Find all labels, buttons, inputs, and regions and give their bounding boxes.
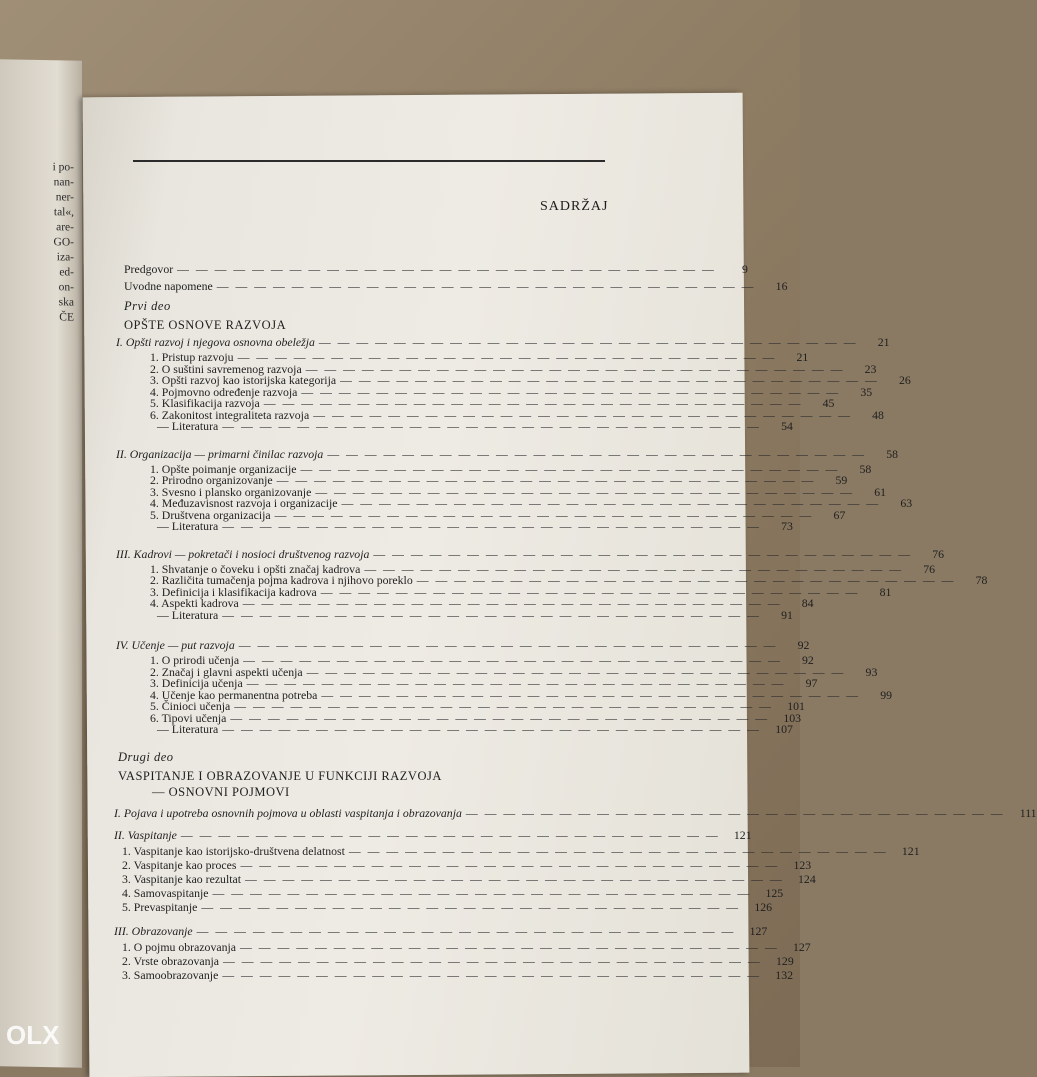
leader-dashes: — — — — — — — — — — — — — — — — — — — — — — — — — — — — — — [238, 638, 778, 652]
toc-page-number: 61 — [874, 484, 886, 499]
toc-page-number: 58 — [859, 461, 872, 476]
leader-dashes: — — — — — — — — — — — — — — — — — — — — — — — — — — — — — — [246, 676, 786, 690]
leader-dashes: — — — — — — — — — — — — — — — — — — — — — — — — — — — — — — [416, 573, 956, 587]
toc-page-number: 78 — [975, 573, 988, 587]
toc-entry-label: 5. Klasifikacija razvoja — [150, 396, 260, 410]
toc-page-number: 101 — [787, 699, 805, 713]
page-title: SADRŽAJ — [540, 199, 609, 214]
leader-dashes: — — — — — — — — — — — — — — — — — — — — — — — — — — — — — — [180, 828, 720, 842]
section-entry — [157, 519, 793, 533]
chapter-entry — [114, 806, 1037, 820]
toc-page-number: 121 — [733, 828, 752, 842]
toc-page-number: 124 — [798, 872, 816, 886]
toc-page-number: 81 — [879, 584, 892, 599]
leader-dashes: — — — — — — — — — — — — — — — — — — — — — — — — — — — — — — [364, 561, 903, 576]
leader-dashes: — — — — — — — — — — — — — — — — — — — — — — — — — — — — — — [222, 968, 761, 982]
toc-page-number: 125 — [765, 886, 784, 900]
leader-dashes: — — — — — — — — — — — — — — — — — — — — — — — — — — — — — — [222, 607, 761, 622]
toc-page-number: 123 — [793, 858, 812, 872]
toc-page-number: 35 — [860, 384, 873, 399]
toc-page-number: 91 — [781, 607, 793, 622]
toc-page-number: 132 — [775, 968, 793, 982]
toc-entry-label: 2. Prirodno organizovanje — [150, 473, 273, 487]
leader-dashes: — — — — — — — — — — — — — — — — — — — — — — — — — — — — — — [276, 473, 816, 487]
section-entry — [122, 844, 920, 858]
toc-page-number: 84 — [801, 596, 814, 610]
toc-page-number: 103 — [783, 710, 802, 725]
toc-page-number: 45 — [822, 396, 835, 410]
toc-page-number: 48 — [872, 407, 884, 422]
toc-entry-label: 5. Činioci učenja — [150, 699, 231, 713]
leader-dashes: — — — — — — — — — — — — — — — — — — — — — — — — — — — — — — [341, 496, 881, 510]
leader-dashes: — — — — — — — — — — — — — — — — — — — — — — — — — — — — — — [234, 699, 773, 713]
leader-dashes: — — — — — — — — — — — — — — — — — — — — — — — — — — — — — — [240, 940, 779, 954]
leader-dashes: — — — — — — — — — — — — — — — — — — — — — — — — — — — — — — [222, 519, 761, 533]
leader-dashes: — — — — — — — — — — — — — — — — — — — — — — — — — — — — — — [237, 350, 777, 364]
toc-entry-label: I. Pojava i upotreba osnovnih pojmova u oblasti vaspitanja i obrazovanja — [114, 806, 462, 820]
section-entry — [122, 858, 812, 872]
part-label: Drugi deo — [118, 750, 174, 764]
toc-entry-label: 1. Vaspitanje kao istorijsko-društvena delatnost — [122, 844, 345, 858]
toc-entry-label: 1. Opšte poimanje organizacije — [150, 461, 297, 476]
toc-entry-label: — Literatura — [157, 519, 219, 533]
toc-page-number: 58 — [886, 446, 898, 461]
section-entry — [122, 940, 811, 954]
toc-entry-label: 3. Definicija učenja — [150, 676, 243, 690]
part-label: Prvi deo — [124, 299, 171, 313]
left-page-text: i po- nan- ner- tal«, are- GO- iza- ed- on- ska ČE — [52, 161, 74, 324]
toc-page-number: 126 — [754, 900, 773, 914]
leader-dashes: — — — — — — — — — — — — — — — — — — — — — — — — — — — — — — [318, 335, 858, 349]
leader-dashes: — — — — — — — — — — — — — — — — — — — — — — — — — — — — — — [243, 653, 782, 667]
toc-entry-label: 4. Međuzavisnost razvoja i organizacije — [150, 496, 338, 510]
part-heading-continued: — OSNOVNI POJMOVI — [152, 785, 290, 799]
section-entry — [157, 722, 793, 736]
toc-page-number: 127 — [793, 940, 811, 954]
leader-dashes: — — — — — — — — — — — — — — — — — — — — — — — — — — — — — — [242, 596, 782, 610]
left-page — [0, 59, 82, 1067]
toc-entry-label: 2. Različita tumačenja pojma kadrova i njihovo poreklo — [150, 573, 413, 587]
section-entry — [122, 900, 773, 914]
toc-page-number: 93 — [865, 664, 878, 679]
front-matter-entry — [124, 262, 748, 276]
chapter-entry — [116, 335, 890, 349]
toc-entry-label: 3. Vaspitanje kao rezultat — [122, 872, 242, 886]
toc-entry-label: 3. Definicija i klasifikacija kadrova — [150, 584, 317, 599]
toc-page-number: 99 — [880, 687, 893, 702]
toc-entry-label: II. Organizacija — primarni činilac razvoja — [116, 446, 324, 461]
toc-page-number: 76 — [932, 546, 945, 561]
toc-entry-label: 4. Pojmovno određenje razvoja — [150, 384, 298, 399]
leader-dashes: — — — — — — — — — — — — — — — — — — — — — — — — — — — — — — [196, 924, 736, 938]
header-rule — [133, 160, 605, 162]
leader-dashes: — — — — — — — — — — — — — — — — — — — — — — — — — — — — — — [212, 886, 752, 900]
leader-dashes: — — — — — — — — — — — — — — — — — — — — — — — — — — — — — — [315, 484, 854, 499]
toc-entry-label: 4. Samovaspitanje — [122, 886, 209, 900]
leader-dashes: — — — — — — — — — — — — — — — — — — — — — — — — — — — — — — [300, 461, 840, 476]
section-entry — [122, 968, 793, 982]
toc-entry-label: — Literatura — [157, 722, 219, 736]
toc-entry-label: Uvodne napomene — [124, 279, 213, 293]
leader-dashes: — — — — — — — — — — — — — — — — — — — — — — — — — — — — — — [240, 858, 780, 872]
toc-entry-label: Predgovor — [124, 262, 174, 276]
toc-entry-label: 3. Samoobrazovanje — [122, 968, 219, 982]
leader-dashes: — — — — — — — — — — — — — — — — — — — — — — — — — — — — — — [465, 806, 1005, 820]
section-entry — [122, 954, 794, 968]
toc-page-number: 127 — [749, 924, 768, 938]
toc-page-number: 67 — [833, 507, 846, 522]
toc-page-number: 23 — [864, 361, 877, 376]
toc-page-number: 121 — [901, 844, 920, 858]
leader-dashes: — — — — — — — — — — — — — — — — — — — — — — — — — — — — — — [223, 954, 762, 968]
chapter-entry — [116, 446, 898, 461]
toc-entry-label: 4. Aspekti kadrova — [150, 596, 239, 610]
toc-page-number: 129 — [776, 954, 794, 968]
chapter-entry — [116, 546, 945, 561]
leader-dashes: — — — — — — — — — — — — — — — — — — — — — — — — — — — — — — [177, 262, 716, 276]
toc-entry-label: III. Obrazovanje — [114, 924, 193, 938]
toc-entry-label: 2. O suštini savremenog razvoja — [150, 361, 302, 376]
toc-page-number: 97 — [805, 676, 818, 690]
leader-dashes: — — — — — — — — — — — — — — — — — — — — — — — — — — — — — — [327, 446, 866, 461]
leader-dashes: — — — — — — — — — — — — — — — — — — — — — — — — — — — — — — [305, 361, 845, 376]
toc-entry-label: IV. Učenje — put razvoja — [116, 638, 235, 652]
toc-entry-label: 2. Značaj i glavni aspekti učenja — [150, 664, 303, 679]
toc-page-number: 21 — [877, 335, 890, 349]
leader-dashes: — — — — — — — — — — — — — — — — — — — — — — — — — — — — — — [216, 279, 756, 293]
toc-entry-label: 2. Vrste obrazovanja — [122, 954, 220, 968]
part-heading: OPŠTE OSNOVE RAZVOJA — [124, 318, 287, 332]
part-heading: VASPITANJE I OBRAZOVANJE U FUNKCIJI RAZVOJA — [118, 769, 442, 783]
toc-page-number: 73 — [781, 519, 793, 533]
toc-entry-label: 5. Društvena organizacija — [150, 507, 271, 522]
leader-dashes: — — — — — — — — — — — — — — — — — — — — — — — — — — — — — — [340, 373, 879, 387]
toc-page-number: 92 — [802, 653, 814, 667]
leader-dashes: — — — — — — — — — — — — — — — — — — — — — — — — — — — — — — [222, 722, 761, 736]
toc-entry-label: 6. Zakonitost integraliteta razvoja — [150, 407, 310, 422]
leader-dashes: — — — — — — — — — — — — — — — — — — — — — — — — — — — — — — [320, 584, 860, 599]
leader-dashes: — — — — — — — — — — — — — — — — — — — — — — — — — — — — — — [306, 664, 846, 679]
toc-entry-label: 4. Učenje kao permanentna potreba — [150, 687, 318, 702]
leader-dashes: — — — — — — — — — — — — — — — — — — — — — — — — — — — — — — [313, 407, 852, 422]
section-entry — [157, 419, 793, 433]
toc-entry-label: 6. Tipovi učenja — [150, 710, 227, 725]
leader-dashes: — — — — — — — — — — — — — — — — — — — — — — — — — — — — — — [373, 546, 913, 561]
leader-dashes: — — — — — — — — — — — — — — — — — — — — — — — — — — — — — — [274, 507, 814, 522]
leader-dashes: — — — — — — — — — — — — — — — — — — — — — — — — — — — — — — [321, 687, 861, 702]
toc-page-number: 26 — [898, 373, 911, 387]
leader-dashes: — — — — — — — — — — — — — — — — — — — — — — — — — — — — — — [301, 384, 841, 399]
toc-page-number: 16 — [775, 279, 788, 293]
toc-entry-label: 2. Vaspitanje kao proces — [122, 858, 237, 872]
toc-entry-label: 1. Pristup razvoju — [150, 350, 234, 364]
chapter-entry — [114, 828, 752, 842]
front-matter-entry — [124, 279, 788, 293]
toc-page-number: 111 — [1019, 806, 1037, 820]
chapter-entry — [116, 638, 810, 652]
toc-entry-label: 3. Opšti razvoj kao istorijska kategorija — [150, 373, 337, 387]
toc-entry-label: 3. Svesno i plansko organizovanje — [150, 484, 312, 499]
toc-entry-label: 5. Prevaspitanje — [122, 900, 198, 914]
leader-dashes: — — — — — — — — — — — — — — — — — — — — — — — — — — — — — — [222, 419, 761, 433]
toc-entry-label: III. Kadrovi — pokretači i nosioci društvenog razvoja — [116, 546, 370, 561]
leader-dashes: — — — — — — — — — — — — — — — — — — — — — — — — — — — — — — [201, 900, 741, 914]
toc-entry-label: — Literatura — [157, 419, 219, 433]
toc-page-number: 107 — [775, 722, 793, 736]
toc-page-number: 54 — [781, 419, 793, 433]
toc-entry-label: 1. Shvatanje o čoveku i opšti značaj kadrova — [150, 561, 361, 576]
toc-page-number: 76 — [923, 561, 935, 576]
toc-page-number: 92 — [797, 638, 810, 652]
toc-entry-label: — Literatura — [157, 607, 219, 622]
leader-dashes: — — — — — — — — — — — — — — — — — — — — — — — — — — — — — — [245, 872, 784, 886]
watermark-logo: OLX — [6, 1020, 60, 1050]
leader-dashes: — — — — — — — — — — — — — — — — — — — — — — — — — — — — — — [348, 844, 888, 858]
leader-dashes: — — — — — — — — — — — — — — — — — — — — — — — — — — — — — — [230, 710, 770, 725]
section-entry — [157, 607, 793, 622]
toc-entry-label: II. Vaspitanje — [114, 828, 177, 842]
toc-entry-label: 1. O pojmu obrazovanja — [122, 940, 237, 954]
toc-page-number: 9 — [741, 262, 748, 276]
toc-page-number: 21 — [796, 350, 809, 364]
leader-dashes: — — — — — — — — — — — — — — — — — — — — — — — — — — — — — — [263, 396, 803, 410]
toc-page-number: 59 — [835, 473, 848, 487]
section-entry — [122, 886, 784, 900]
toc-page-number: 63 — [900, 496, 913, 510]
chapter-entry — [114, 924, 768, 938]
section-entry — [122, 872, 816, 886]
toc-entry-label: I. Opšti razvoj i njegova osnovna obeležja — [116, 335, 315, 349]
toc-entry-label: 1. O prirodi učenja — [150, 653, 240, 667]
